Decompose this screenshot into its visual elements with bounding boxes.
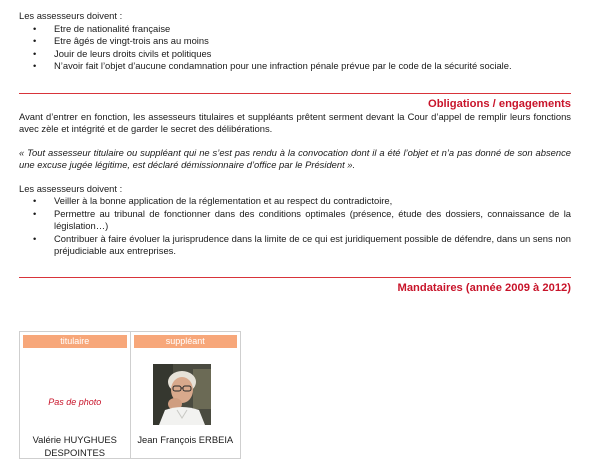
section-divider xyxy=(19,93,571,94)
bullet-icon: • xyxy=(33,22,37,34)
bullet-icon: • xyxy=(33,60,37,71)
obligations-paragraph: Avant d’entrer en fonction, les assesseurs titulaires et suppléants prêtent serment devant la Cour d’appel de remplir leurs fonctions avec zèle et intégrité et de garder le secret des délibérations. xyxy=(19,110,571,134)
list-item: • Contribuer à faire évoluer la jurisprudence dans la limite de ce qui est juridiquement possible de défendre, dans un sens non préjudiciable aux entreprises. xyxy=(33,232,571,256)
list-item: • N’avoir fait l’objet d’aucune condamnation pour une infraction pénale prévue par le code de la sécurité sociale. xyxy=(33,60,512,71)
suppleant-name: Jean François ERBEIA xyxy=(137,434,234,445)
column-header-suppleant: suppléant xyxy=(134,335,238,348)
requirements-list xyxy=(19,23,571,73)
list-item: • Jouir de leurs droits civils et politiques xyxy=(33,47,212,59)
duties-intro: Les assesseurs doivent : xyxy=(19,182,123,194)
document-page xyxy=(19,10,571,295)
requirements-intro: Les assesseurs doivent : xyxy=(19,10,123,21)
titulaire-name: Valérie HUYGHUES DESPOINTES xyxy=(32,434,117,458)
bullet-icon: • xyxy=(33,207,37,219)
list-item: • Permettre au tribunal de fonctionner dans des conditions optimales (présence, étude des dossiers, connaissance de la législation…) xyxy=(33,207,571,231)
no-photo-label: Pas de photo xyxy=(48,397,102,407)
bullet-icon: • xyxy=(33,195,37,206)
duties-list xyxy=(19,195,571,258)
bullet-icon: • xyxy=(33,35,37,46)
list-item: • Etre de nationalité française xyxy=(33,22,171,34)
titulaire-column xyxy=(20,332,131,458)
mandataires-table xyxy=(19,331,241,459)
section-title-mandataires: Mandataires (année 2009 à 2012) xyxy=(397,281,571,294)
titulaire-cell xyxy=(20,348,130,458)
obligations-quote: « Tout assesseur titulaire ou suppléant qui ne s’est pas rendu à la convocation dont il a été l’objet et n’a pas donné de son absence une excuse jugée légitime, est déclaré démissionnaire d’office par le Président ». xyxy=(19,146,571,170)
suppleant-column xyxy=(131,332,241,458)
section-title-obligations: Obligations / engagements xyxy=(428,97,571,110)
bullet-icon: • xyxy=(33,232,37,244)
suppleant-cell xyxy=(131,348,241,458)
section-divider xyxy=(19,277,571,278)
list-item: • Veiller à la bonne application de la réglementation et au respect du contradictoire, xyxy=(33,195,393,206)
portrait-photo xyxy=(153,364,211,425)
column-header-titulaire: titulaire xyxy=(23,335,127,348)
bullet-icon: • xyxy=(33,47,37,59)
list-item: • Etre âgés de vingt-trois ans au moins xyxy=(33,35,209,46)
